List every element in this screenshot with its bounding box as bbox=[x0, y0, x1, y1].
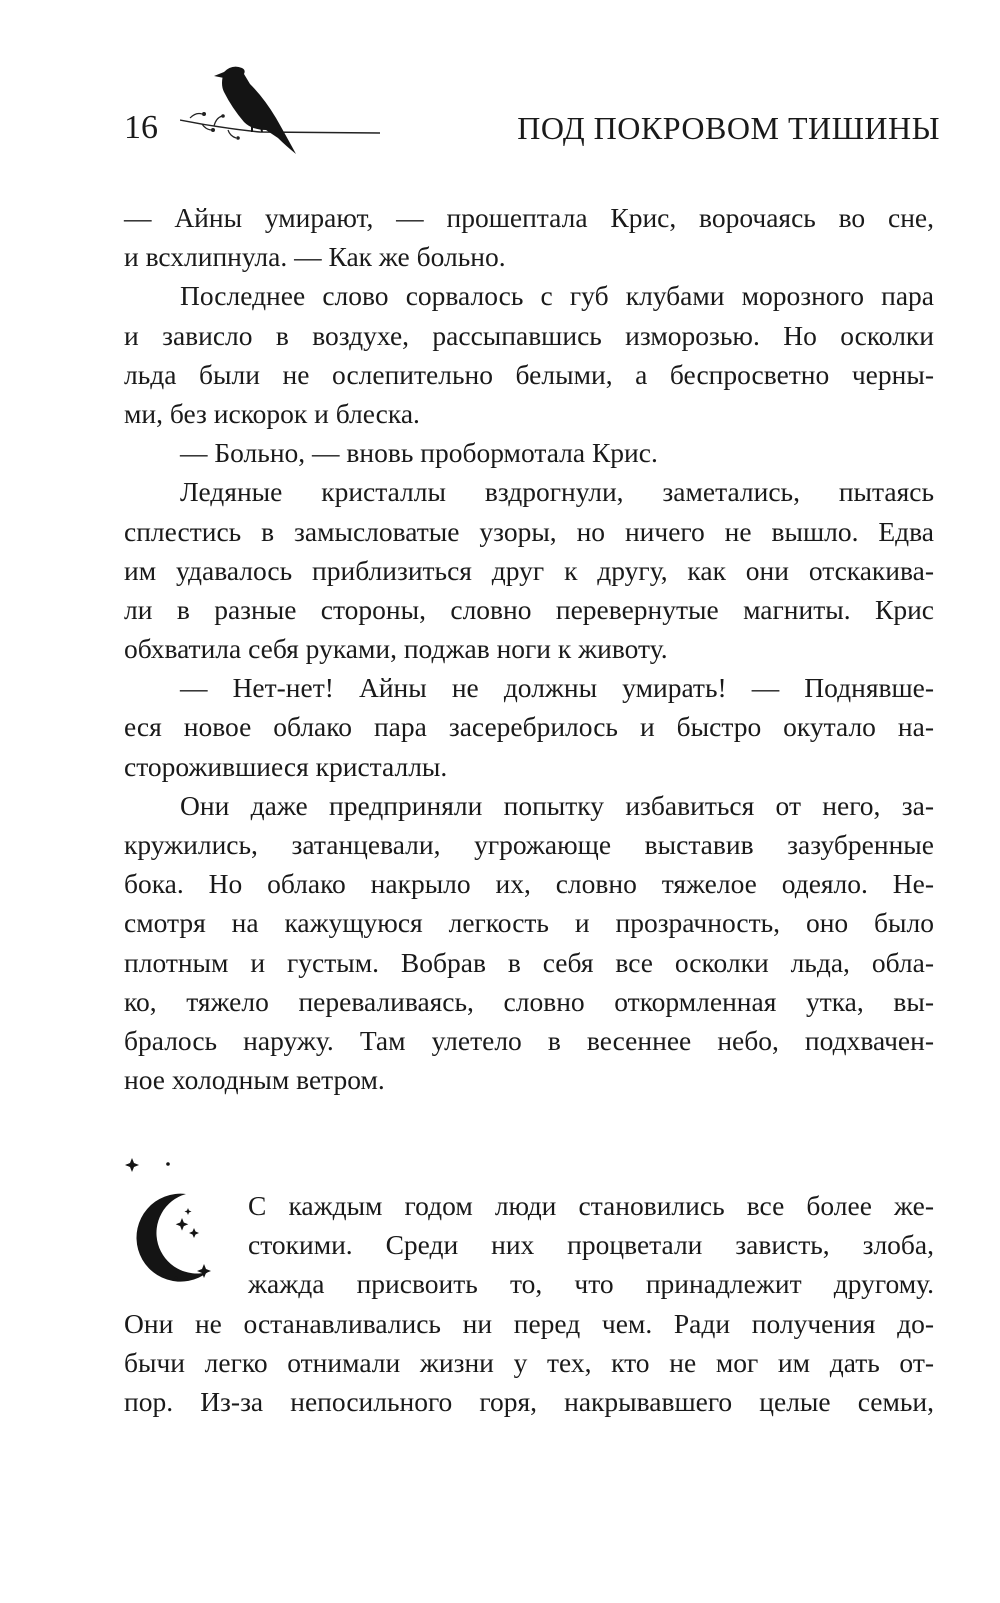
text-line: бока. Но облако накрыло их, словно тяжелое одеяло. Не- bbox=[124, 868, 934, 900]
paragraph bbox=[124, 668, 934, 786]
text-line: — Нет-нет! Айны не должны умирать! — Поднявше- bbox=[180, 672, 934, 704]
paragraph bbox=[124, 198, 934, 276]
raven-on-branch-icon bbox=[180, 58, 380, 168]
text-line: Они не останавливались ни перед чем. Ради получения до- bbox=[124, 1307, 934, 1339]
text-line: ми, без искорок и блеска. bbox=[124, 397, 420, 429]
text-line: сторожившиеся кристаллы. bbox=[124, 750, 448, 782]
section-two-text bbox=[124, 1186, 934, 1421]
text-line: Последнее слово сорвалось с губ клубами морозного пара bbox=[180, 280, 934, 312]
running-title: ПОД ПОКРОВОМ ТИШИНЫ bbox=[517, 110, 940, 146]
text-line: стокими. Среди них процветали зависть, злоба, bbox=[248, 1229, 934, 1261]
text-line: еся новое облако пара засеребрилось и быстро окутало на- bbox=[124, 711, 934, 743]
text-line: и зависло в воздухе, рассыпавшись изморозью. Но осколки bbox=[124, 319, 934, 351]
paragraph bbox=[124, 472, 934, 668]
text-line: бралось наружу. Там улетело в весеннее небо, подхвачен- bbox=[124, 1024, 934, 1056]
text-line: — Больно, — вновь пробормотала Крис. bbox=[180, 437, 658, 469]
page-number: 16 bbox=[124, 109, 158, 146]
text-line: ко, тяжело переваливаясь, словно откормленная утка, вы- bbox=[124, 985, 934, 1017]
text-line: С каждым годом люди становились все более же- bbox=[248, 1190, 934, 1221]
paragraph bbox=[124, 276, 934, 433]
text-line: ное холодным ветром. bbox=[124, 1064, 385, 1096]
text-line: смотря на кажущуюся легкость и прозрачность, оно было bbox=[124, 907, 934, 939]
text-line: сплестись в замысловатые узоры, но ничего не вышло. Едва bbox=[124, 515, 934, 547]
text-line: плотным и густым. Вобрав в себя все осколки льда, обла- bbox=[124, 946, 934, 978]
paragraph bbox=[124, 786, 934, 1100]
text-line: им удавалось приблизиться друг к другу, как они отскакива- bbox=[124, 554, 934, 586]
text-line: обхватила себя руками, поджав ноги к животу. bbox=[124, 633, 668, 665]
text-line: — Айны умирают, — прошептала Крис, ворочаясь во сне, bbox=[124, 202, 934, 233]
text-line: бычи легко отнимали жизни у тех, кто не мог им дать от- bbox=[124, 1346, 934, 1378]
text-line: и всхлипнула. — Как же больно. bbox=[124, 241, 506, 273]
text-line: ли в разные стороны, словно перевернутые магниты. Крис bbox=[124, 593, 934, 625]
paragraph bbox=[124, 433, 934, 472]
text-line: жажда присвоить то, что принадлежит другому. bbox=[248, 1268, 934, 1300]
body-text bbox=[124, 198, 934, 1099]
text-line: Ледяные кристаллы вздрогнули, заметались, пытаясь bbox=[180, 476, 934, 508]
text-line: льда были не ослепительно белыми, а беспросветно черны- bbox=[124, 358, 934, 390]
text-line: Они даже предприняли попытку избавиться от него, за- bbox=[180, 789, 934, 821]
text-line: пор. Из-за непосильного горя, накрывавшего целые семьи, bbox=[124, 1385, 934, 1417]
text-line: кружились, затанцевали, угрожающе выставив зазубренные bbox=[124, 829, 934, 860]
